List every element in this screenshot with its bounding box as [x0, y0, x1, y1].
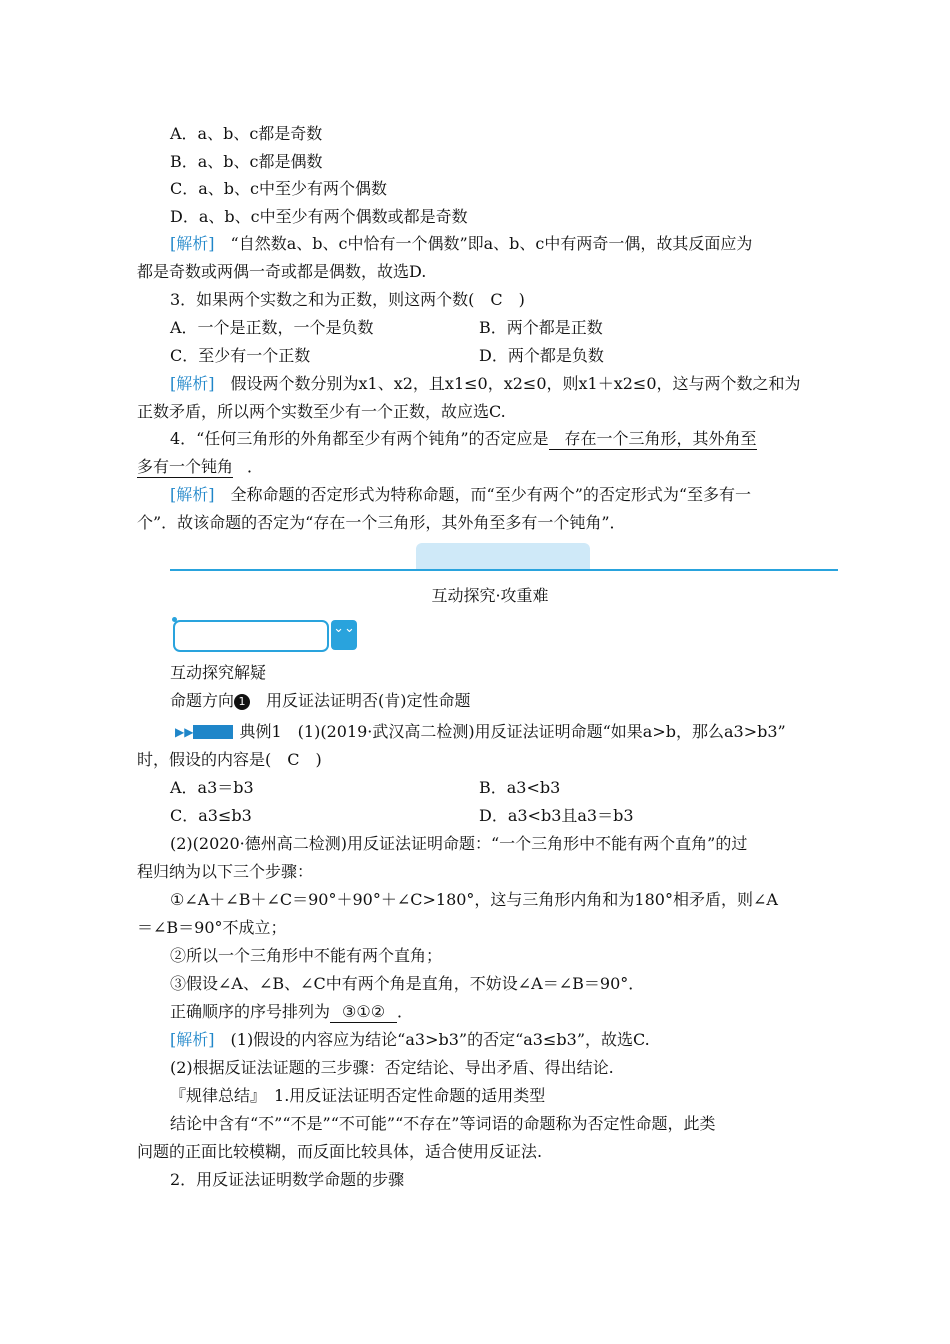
- q2-option-a: A．a、b、c都是奇数: [170, 124, 323, 143]
- example-1-stem-1: (1)(2019·武汉高二检测)用反证法证明命题“如果a>b，那么a3>b3”: [297, 722, 786, 741]
- q4-stem-end: ．: [247, 457, 264, 476]
- q3-option-b: B．两个都是正数: [479, 318, 603, 337]
- step-1-line-2: ＝∠B＝90°不成立；: [137, 918, 287, 937]
- q4-analysis-line-2: 个”．故该命题的否定为“存在一个三角形，其外角至多有一个钝角”．: [137, 513, 626, 532]
- section-subtitle: 互动探究解疑: [170, 663, 267, 682]
- direction-heading: [170, 690, 471, 712]
- q2-option-b: B．a、b、c都是偶数: [170, 152, 323, 171]
- example-1-part-2-stem-1: (2)(2020·德州高二检测)用反证法证明命题：“一个三角形中不能有两个直角”的过: [170, 834, 748, 853]
- summary-text-line-1: 结论中含有“不”“不是”“不可能”“不存在”等词语的命题称为否定性命题，此类: [170, 1114, 716, 1133]
- q4-analysis-line-1: [170, 484, 751, 506]
- q2-analysis-text-1: “自然数a、b、c中恰有一个偶数”即a、b、c中有两奇一偶，故其反面应为: [230, 234, 753, 253]
- chevron-down-icon: ⌄⌄: [331, 620, 357, 650]
- section-banner-tab: [416, 543, 590, 569]
- q2-analysis-line-1: [170, 233, 752, 255]
- step-3: ③假设∠A、∠B、∠C中有两个角是直角，不妨设∠A＝∠B＝90°．: [170, 974, 645, 993]
- example-1-option-b: B．a3<b3: [479, 778, 561, 797]
- q3-analysis-line-2: 正数矛盾，所以两个实数至少有一个正数，故应选C.: [137, 402, 506, 421]
- section-title: 互动探究·攻重难: [431, 586, 549, 605]
- example-1-part-2-stem-2: 程归纳为以下三个步骤：: [137, 862, 314, 881]
- example-1-option-d: D．a3<b3且a3＝b3: [479, 806, 634, 825]
- q4-answer-part-1: 存在一个三角形，其外角至: [548, 429, 757, 448]
- example-1-option-c: C．a3≤b3: [170, 806, 252, 825]
- q4-stem-line-1: [170, 428, 757, 450]
- summary-heading-2: 2．用反证法证明数学命题的步骤: [170, 1170, 405, 1189]
- section-banner-line: [170, 569, 838, 571]
- example-label: 典例1: [239, 722, 282, 741]
- q3-analysis-line-1: [170, 373, 801, 395]
- order-end: ．: [397, 1002, 414, 1021]
- example-badge: [175, 721, 233, 744]
- q4-stem-line-2: [137, 456, 263, 478]
- example-1-stem-2: 时，假设的内容是( C ): [137, 750, 322, 769]
- analysis-tag: [解析]: [170, 374, 215, 393]
- summary-heading-line: [170, 1085, 545, 1107]
- q2-analysis-line-2: 都是奇数或两偶一奇或都是偶数，故选D.: [137, 262, 427, 281]
- order-answer: ③①②: [330, 1002, 397, 1023]
- double-arrow-icon: ▶▶: [175, 725, 194, 739]
- analysis-tag: [解析]: [170, 1030, 215, 1049]
- q3-option-d: D．两个都是负数: [479, 346, 604, 365]
- summary-heading: 1.用反证法证明否定性命题的适用类型: [274, 1086, 546, 1105]
- example-1-analysis-line-1: [170, 1029, 650, 1051]
- q2-option-c: C．a、b、c中至少有两个偶数: [170, 179, 387, 198]
- analysis-tag: [解析]: [170, 485, 215, 504]
- example-1-line-1: [175, 721, 786, 744]
- q3-analysis-text-1: 假设两个数分别为x1、x2，且x1≤0，x2≤0，则x1＋x2≤0，这与两个数之和为: [230, 374, 801, 393]
- example-badge-bar: [193, 725, 233, 739]
- summary-tag: 『规律总结』: [170, 1086, 259, 1105]
- direction-number-badge: 1: [234, 694, 250, 710]
- q3-option-c: C．至少有一个正数: [170, 346, 311, 365]
- step-1-line-1: ①∠A＋∠B＋∠C＝90°＋90°＋∠C>180°，这与三角形内角和为180°相矛盾，则∠A: [170, 890, 778, 909]
- q4-answer-part-2: 多有一个钝角: [137, 457, 234, 476]
- order-stem: 正确顺序的序号排列为: [170, 1002, 331, 1021]
- order-line: [170, 1001, 413, 1023]
- q4-stem: 4．“任何三角形的外角都至少有两个钝角”的否定应是: [170, 429, 549, 448]
- section-label-box: [173, 620, 329, 652]
- direction-label: 命题方向: [170, 691, 235, 710]
- direction-text: 用反证法证明否(肯)定性命题: [266, 691, 471, 710]
- q4-analysis-text-1: 全称命题的否定形式为特称命题，而“至少有两个”的否定形式为“至多有一: [230, 485, 752, 504]
- example-1-option-a: A．a3＝b3: [170, 778, 254, 797]
- q3-stem: 3．如果两个实数之和为正数，则这两个数( C ): [170, 290, 525, 309]
- analysis-tag: [解析]: [170, 234, 215, 253]
- q3-option-a: A．一个是正数，一个是负数: [170, 318, 374, 337]
- example-1-analysis-text-1: (1)假设的内容应为结论“a3>b3”的否定“a3≤b3”，故选C.: [230, 1030, 650, 1049]
- summary-text-line-2: 问题的正面比较模糊，而反面比较具体，适合使用反证法.: [137, 1142, 543, 1161]
- q2-option-d: D．a、b、c中至少有两个偶数或都是奇数: [170, 207, 468, 226]
- step-2: ②所以一个三角形中不能有两个直角；: [170, 946, 443, 965]
- example-1-analysis-line-2: (2)根据反证法证题的三步骤：否定结论、导出矛盾、得出结论.: [170, 1058, 614, 1077]
